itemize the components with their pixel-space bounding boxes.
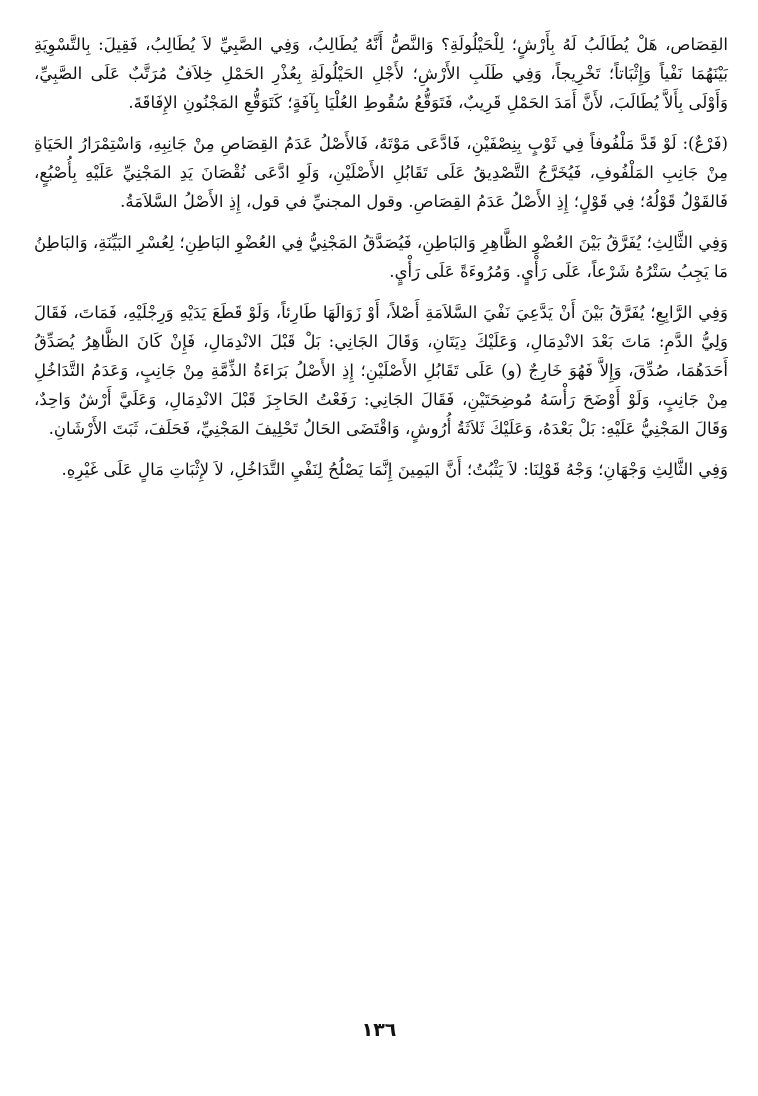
paragraph-final: وَفِي الثَّالِثِ وَجْهَانِ؛ وَجْهُ قَوْلِنَا: لاَ يَثْبُتُ؛ أَنَّ اليَمِينَ إِنَّمَا يَصْلُحُ لِنَفْيِ التَّدَاخُلِ، لاَ لإِثْبَاتِ مَالٍ عَلَى غَيْرِهِ. (61, 460, 728, 479)
paragraph-spacer (34, 216, 728, 228)
paragraph-spacer (34, 117, 728, 129)
main-text (34, 30, 728, 484)
paragraph-branch: (فَرْعٌ): لَوْ قَدَّ مَلْفُوفاً فِي ثَوْبٍ بِنِصْفَيْنِ، فَادَّعَى مَوْتَهُ، فَالأَصْلُ عَدَمُ القِصَاصِ مِنْ جَانِبِهِ، وَاسْتِمْرَارُ الحَيَاةِ مِنْ جَانِبِ المَلْفُوفِ، فَيُخَرَّجُ التَّصْدِيقُ عَلَى تَقَابُلِ الأَصْلَيْنِ، وَلَوِ ادَّعَى نُقْصَانَ يَدِ المَجْنِيِّ عَلَيْهِ بِأُصْبُعٍ، فَالقَوْلُ قَوْلُهُ؛ فِي قَوْلٍ؛ إِذِ الأَصْلُ عَدَمُ القِصَاصِ. وقول المجنيِّ في قول، إِذِ الأَصْلُ السَّلاَمَةُ. (34, 134, 728, 211)
paragraph-spacer (34, 286, 728, 298)
paragraph-spacer (34, 443, 728, 455)
paragraph-fourth: وَفِي الرَّابِعِ؛ يُفَرَّقُ بَيْنَ أَنْ يَدَّعِيَ نَفْيَ السَّلاَمَةِ أَصْلاً، أَوْ زَوَالَهَا طَارِئاً، وَلَوْ قَطَعَ يَدَيْهِ وَرِجْلَيْهِ، فَمَاتَ، فَقَالَ وَلِيُّ الدَّمِ: مَاتَ بَعْدَ الانْدِمَالِ، وَعَلَيْكَ دِيَتَانِ، وَقَالَ الجَانِي: بَلْ قَبْلَ الانْدِمَالِ، فَإِنْ كَانَ الظَّاهِرُ يُصَدِّقُ أَحَدَهُمَا، صُدِّقَ، وَإِلاَّ فَهُوَ خَارِجٌ (و) عَلَى تَقَابُلِ الأَصْلَيْنِ؛ إِذِ الأَصْلُ بَرَاءَةُ الذِّمَّةِ مِنْ جَانِبٍ، وَعَدَمُ التَّدَاخُلِ مِنْ جَانِبٍ، وَلَوْ أَوْضَحَ رَأْسَهُ مُوضِحَتَيْنِ، فَقَالَ الجَانِي: رَفَعْتُ الحَاجِزَ قَبْلَ الانْدِمَالِ، وَعَلَيَّ أَرْشٌ وَاحِدٌ، وَقَالَ المَجْنِيُّ عَلَيْهِ: بَلْ بَعْدَهُ، وَعَلَيْكَ ثَلاَثَةُ أُرُوشٍ، وَاقْتَضَى الحَالُ تَحْلِيفَ المَجْنِيِّ، فَحَلَفَ، ثَبَتَ الأَرْشَانِ. (34, 303, 728, 438)
paragraph-continuation: القِصَاص، هَلْ يُطَالَبُ لَهُ بِأَرْشٍ؛ لِلْحَيْلُولَةِ؟ وَالنَّصُّ أَنَّهُ يُطَالِبُ، وَفِي الصَّبِيِّ لاَ يُطَالِبُ، فَقِيلَ: بِالتَّسْوِيَةِ بَيْنَهُمَا نَفْياً وَإِثْبَاتاً؛ تَخْرِيجاً، وَفِي طَلَبِ الأَرْشِ؛ لأَجْلِ الحَيْلُولَةِ بِعُذْرِ الحَمْلِ خِلاَفٌ مُرَتَّبٌ عَلَى الصَّبِيِّ، وَأَوْلَى بِأَلاَّ يُطَالَبَ، لأَنَّ أَمَدَ الحَمْلِ قَرِيبٌ، فَتَوَقُّعُ سُقُوطِ العُلْيَا بِآفَةٍ؛ كَتَوَقُّعِ المَجْنُونِ الإِفَاقَةَ. (34, 35, 728, 112)
paragraph-third: وَفِي الثَّالِثِ؛ يُفَرَّقُ بَيْنَ العُضْوِ الظَّاهِرِ وَالبَاطِنِ، فَيُصَدَّقُ المَجْنِيُّ فِي العُضْوِ البَاطِنِ؛ لِعُسْرِ البَيِّنَةِ، وَالبَاطِنُ مَا يَجِبُ سَتْرُهُ شَرْعاً، عَلَى رَأْيٍ. وَمُرُوءَةً عَلَى رَأْيٍ. (34, 233, 728, 281)
page-number: ١٣٦ (361, 1019, 397, 1041)
